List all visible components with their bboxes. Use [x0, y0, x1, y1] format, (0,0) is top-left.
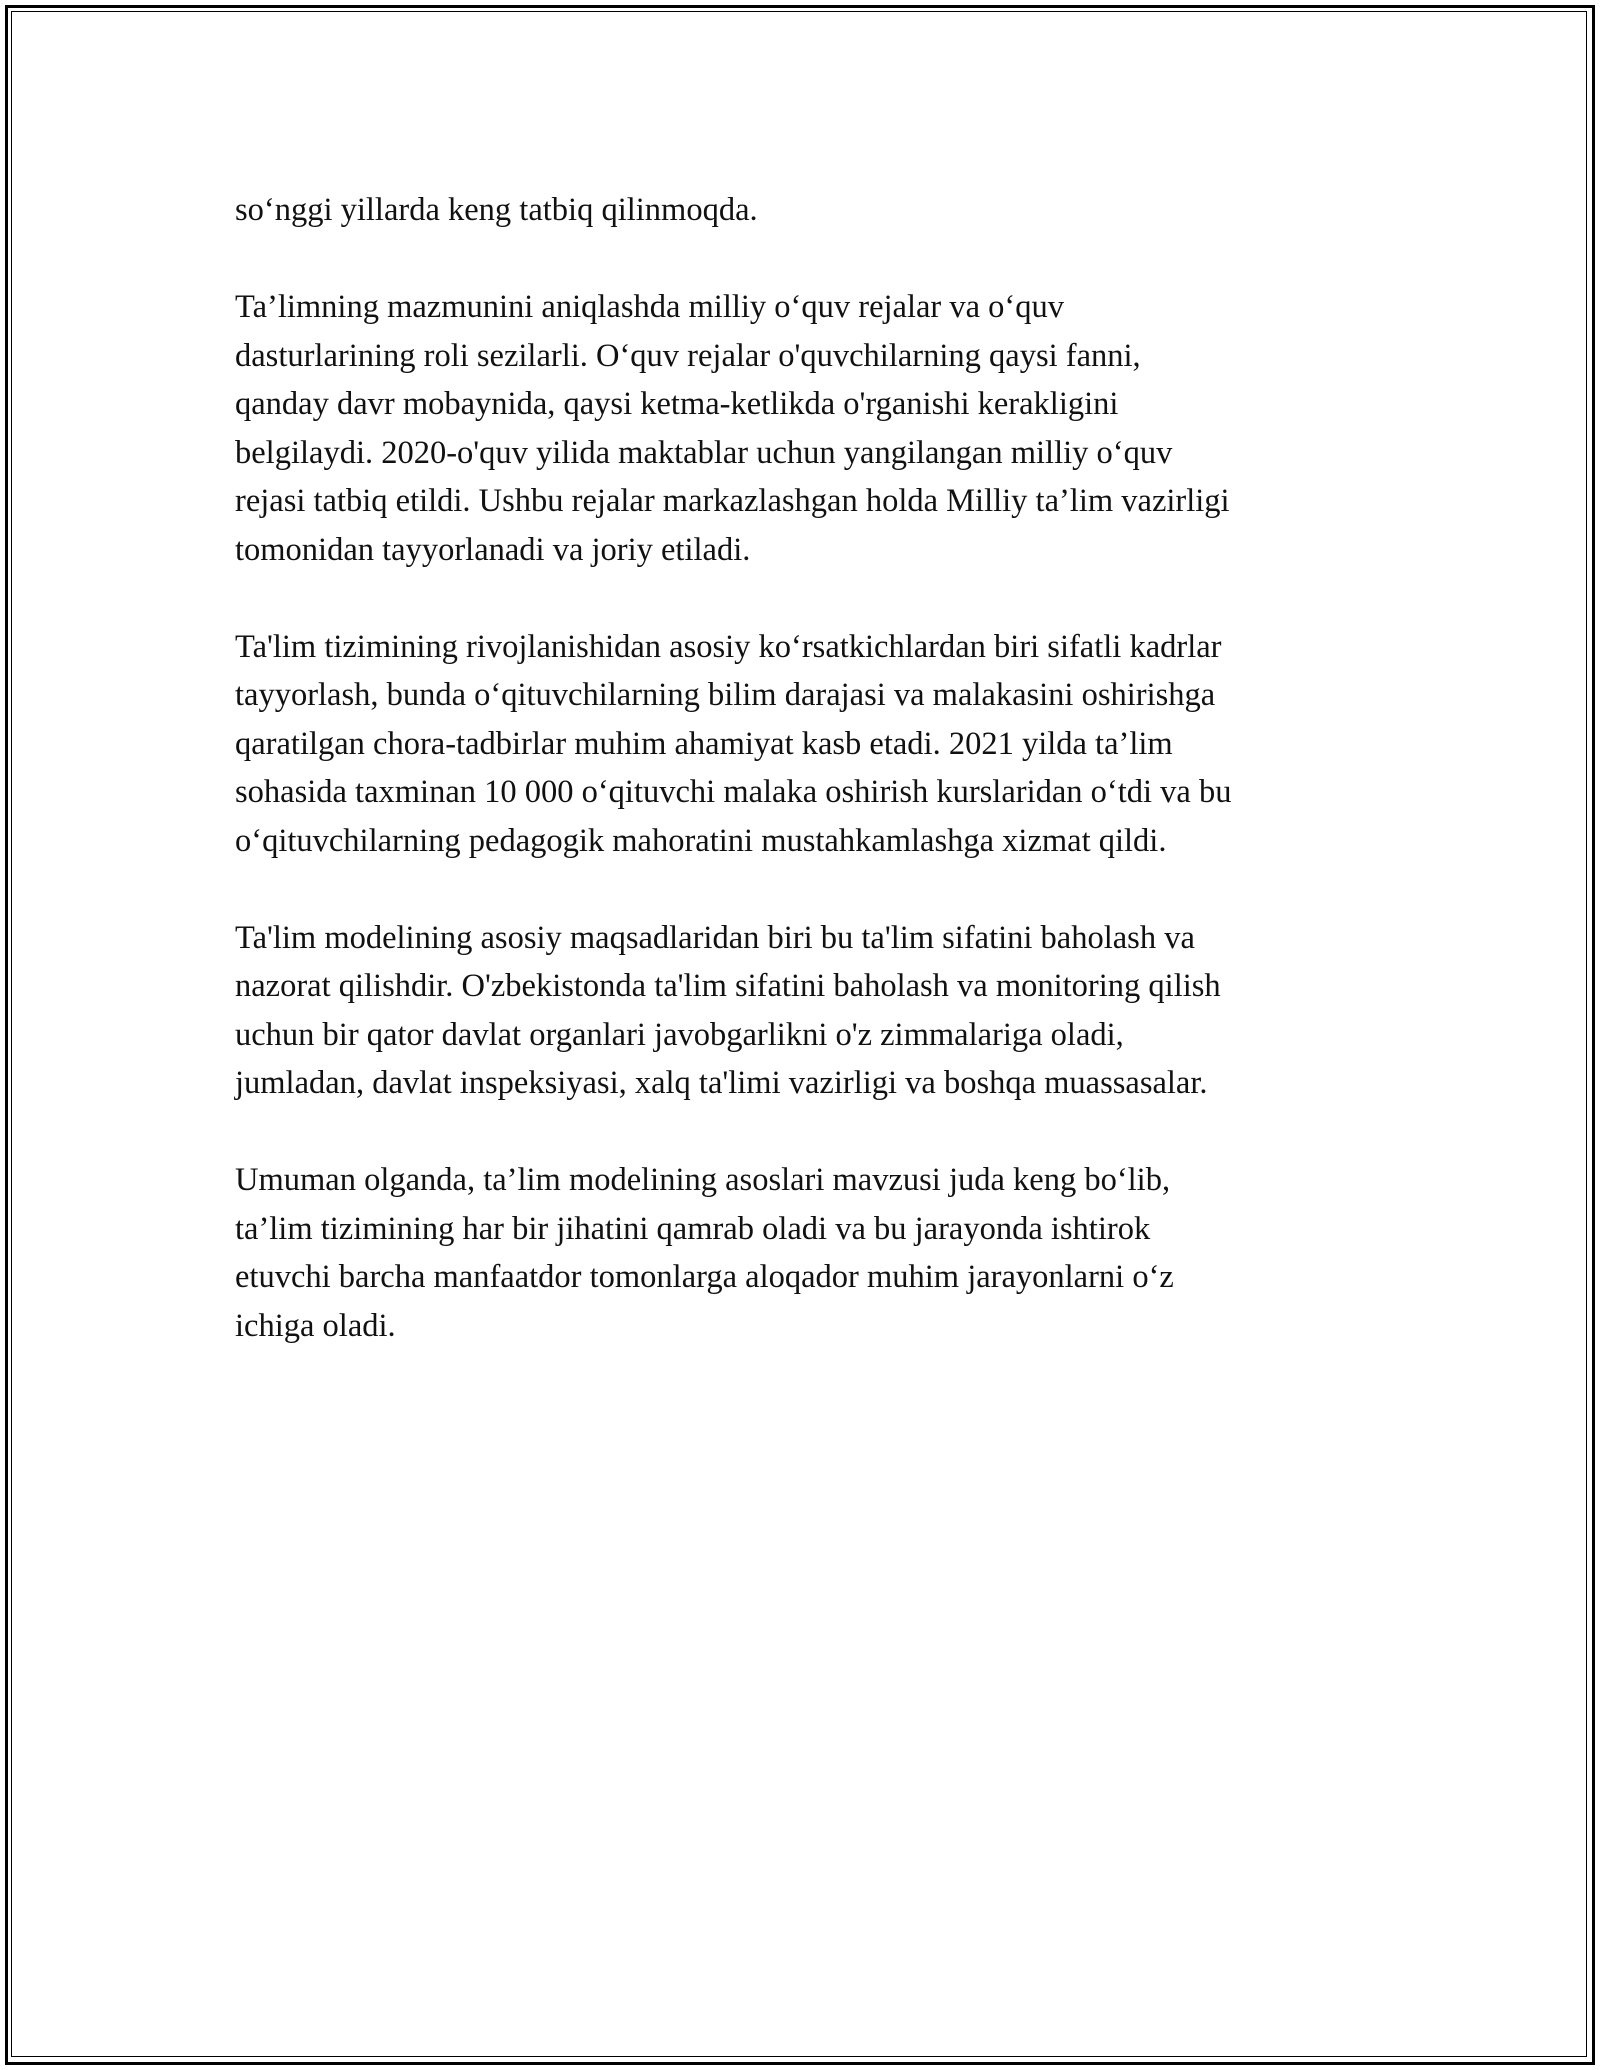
paragraph-4: Ta'lim modelining asosiy maqsadlaridan biri bu ta'lim sifatini baholash va nazorat qilishdir. O'zbekistonda ta'lim sifatini baholash va monitoring qilish uchun bir qator davlat organlari javobgarlikni o'z zimmalariga oladi, jumladan, davlat inspeksiyasi, xalq ta'limi vazirligi va boshqa muassasalar. [235, 919, 1221, 1101]
paragraph-1: so‘nggi yillarda keng tatbiq qilinmoqda. [235, 192, 758, 228]
paragraph-2: Ta’limning mazmunini aniqlashda milliy o‘quv rejalar va o‘quv dasturlarining roli sezilarli. O‘quv rejalar o'quvchilarning qaysi fanni, qanday davr mobaynida, qaysi ketma-ketlikda o'rganishi kerakligini belgilaydi. 2020-o'quv yilida maktablar uchun yangilangan milliy o‘quv rejasi tatbiq etildi. Ushbu rejalar markazlashgan holda Milliy ta’lim vazirligi tomonidan tayyorlanadi va joriy etiladi. [235, 289, 1230, 568]
paragraph-5: Umuman olganda, ta’lim modelining asoslari mavzusi juda keng bo‘lib, ta’lim tizimining har bir jihatini qamrab oladi va bu jarayonda ishtirok etuvchi barcha manfaatdor tomonlarga aloqador muhim jarayonlarni o‘z ichiga oladi. [235, 1162, 1174, 1344]
document-body [235, 186, 1370, 1399]
paragraph-3: Ta'lim tizimining rivojlanishidan asosiy ko‘rsatkichlardan biri sifatli kadrlar tayyorlash, bunda o‘qituvchilarning bilim darajasi va malakasini oshirishga qaratilgan chora-tadbirlar muhim ahamiyat kasb etadi. 2021 yilda ta’lim sohasida taxminan 10 000 o‘qituvchi malaka oshirish kurslaridan o‘tdi va bu o‘qituvchilarning pedagogik mahoratini mustahkamlashga xizmat qildi. [235, 628, 1232, 859]
